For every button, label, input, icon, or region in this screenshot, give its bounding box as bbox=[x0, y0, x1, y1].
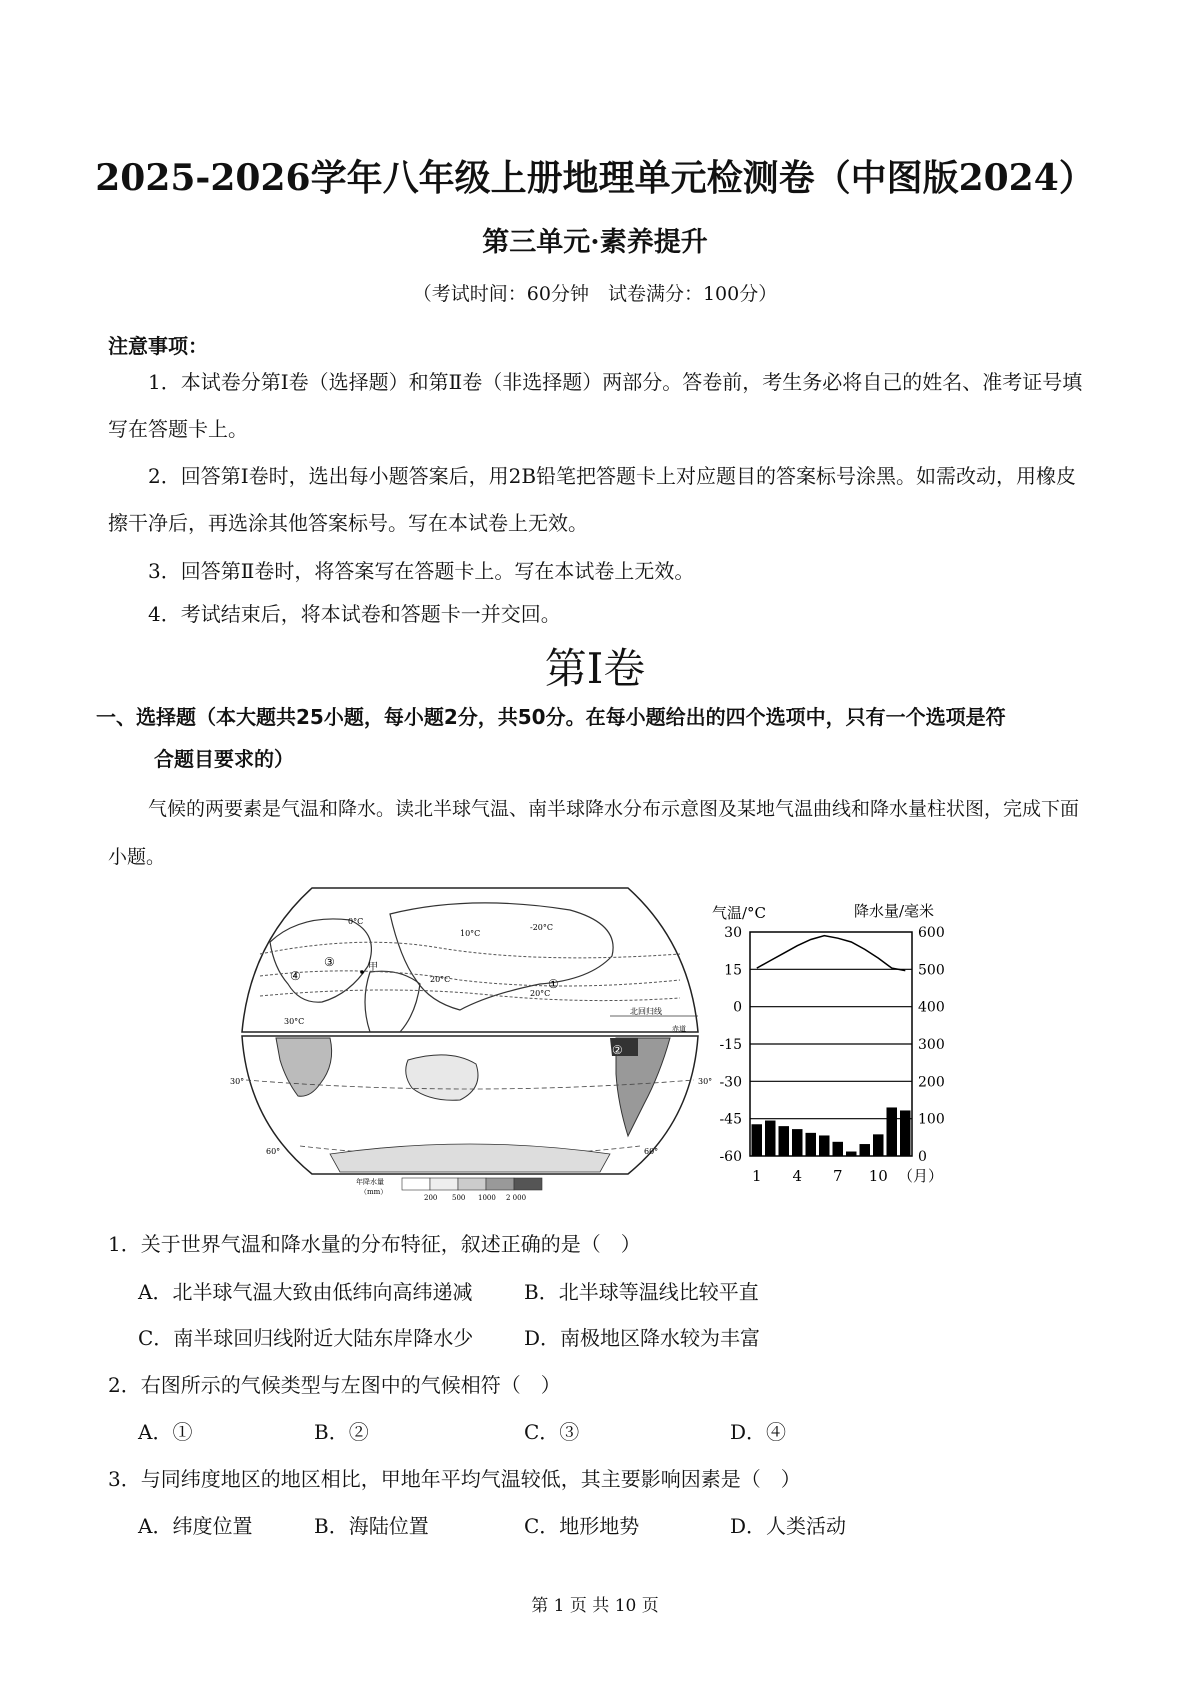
legend-swatch bbox=[458, 1178, 486, 1190]
legend-swatch bbox=[514, 1178, 542, 1190]
precipitation-bar bbox=[833, 1142, 844, 1156]
map-label: 60° bbox=[266, 1147, 281, 1156]
precipitation-bar bbox=[819, 1135, 830, 1156]
y-left-tick: 15 bbox=[724, 962, 742, 979]
note-item-3: 3．回答第Ⅱ卷时，将答案写在答题卡上。写在本试卷上无效。 bbox=[148, 559, 695, 583]
section-heading bbox=[96, 696, 1096, 780]
question-3-option-d: D．人类活动 bbox=[730, 1514, 847, 1538]
question-2-option-c: C．③ bbox=[524, 1420, 580, 1444]
question-3-option-b: B．海陆位置 bbox=[314, 1514, 429, 1538]
question-1-stem: 1．关于世界气温和降水量的分布特征，叙述正确的是（ ） bbox=[108, 1232, 641, 1256]
x-tick: 10 bbox=[868, 1167, 888, 1185]
temperature-curve bbox=[757, 936, 906, 971]
precip-legend bbox=[356, 1177, 542, 1202]
y-right-tick: 100 bbox=[918, 1111, 945, 1128]
precipitation-bars bbox=[752, 1107, 911, 1156]
precipitation-bar bbox=[806, 1133, 817, 1156]
map-label-jia: 甲 bbox=[368, 962, 378, 973]
y-left-tick: -60 bbox=[719, 1149, 742, 1165]
left-axis-ticks bbox=[719, 925, 742, 1165]
y-left-tick: 30 bbox=[724, 925, 742, 941]
question-2-option-b: B．② bbox=[314, 1420, 369, 1444]
x-tick: 7 bbox=[832, 1167, 843, 1185]
legend-tick: 500 bbox=[452, 1194, 466, 1202]
notes-heading: 注意事项： bbox=[108, 334, 208, 358]
marker-4: ④ bbox=[290, 969, 301, 983]
map-label: 30°C bbox=[284, 1017, 305, 1026]
section-heading-line2: 合题目要求的） bbox=[154, 747, 294, 771]
precipitation-bar bbox=[846, 1152, 857, 1156]
x-tick: 4 bbox=[792, 1167, 803, 1185]
legend-title: 年降水量 bbox=[356, 1178, 384, 1186]
exam-info: （考试时间：60分钟 试卷满分：100分） bbox=[412, 283, 778, 305]
legend-unit: （mm） bbox=[360, 1188, 388, 1196]
exam-subtitle: 第三单元·素养提升 bbox=[482, 227, 708, 258]
y-left-tick: 0 bbox=[733, 999, 742, 1016]
map-label: 赤道 bbox=[672, 1025, 686, 1033]
question-2-stem: 2．右图所示的气候类型与左图中的气候相符（ ） bbox=[108, 1373, 561, 1397]
map-label: 20°C bbox=[430, 975, 451, 984]
precipitation-bar bbox=[873, 1134, 884, 1156]
marker-1: ① bbox=[548, 977, 559, 991]
page-footer: 第 1 页 共 10 页 bbox=[531, 1596, 659, 1616]
legend-swatch bbox=[430, 1178, 458, 1190]
y-right-tick: 600 bbox=[918, 925, 945, 941]
question-intro: 气候的两要素是气温和降水。读北半球气温、南半球降水分布示意图及某地气温曲线和降水量柱状图，完成下面小题。 bbox=[108, 798, 1080, 868]
map-label: 10°C bbox=[460, 929, 481, 938]
question-3-stem: 3．与同纬度地区的地区相比，甲地年平均气温较低，其主要影响因素是（ ） bbox=[108, 1467, 801, 1491]
y-left-label: 气温/°C bbox=[712, 904, 767, 922]
map-label: 北回归线 bbox=[630, 1007, 662, 1016]
note-item-2: 2．回答第Ⅰ卷时，选出每小题答案后，用2B铅笔把答题卡上对应题目的答案标号涂黑。如需改动，用橡皮擦干净后，再选涂其他答案标号。写在本试卷上无效。 bbox=[108, 464, 1077, 535]
gridlines bbox=[750, 969, 912, 1118]
precipitation-bar bbox=[860, 1144, 871, 1156]
exam-title: 2025-2026学年八年级上册地理单元检测卷（中图版2024） bbox=[95, 157, 1095, 199]
precipitation-bar bbox=[900, 1110, 911, 1156]
map-label: 60° bbox=[644, 1147, 659, 1156]
question-3-option-c: C．地形地势 bbox=[524, 1514, 640, 1538]
legend-tick: 1000 bbox=[478, 1194, 496, 1202]
map-label: 30° bbox=[230, 1077, 245, 1086]
y-right-tick: 300 bbox=[918, 1037, 945, 1053]
y-right-label: 降水量/毫米 bbox=[854, 902, 935, 920]
climate-chart bbox=[700, 896, 945, 1196]
world-climate-map bbox=[230, 884, 713, 1204]
precipitation-bar bbox=[752, 1124, 763, 1156]
precipitation-bar bbox=[887, 1107, 898, 1156]
x-axis-ticks bbox=[752, 1167, 888, 1185]
right-axis-ticks bbox=[918, 925, 945, 1165]
precipitation-bar bbox=[792, 1129, 803, 1156]
legend-tick: 200 bbox=[424, 1194, 438, 1202]
y-left-tick: -30 bbox=[719, 1074, 742, 1091]
precipitation-bar bbox=[765, 1121, 776, 1156]
y-right-tick: 500 bbox=[918, 962, 945, 979]
location-dot bbox=[360, 970, 364, 974]
legend-swatch bbox=[486, 1178, 514, 1190]
question-2-option-d: D．④ bbox=[730, 1420, 787, 1444]
question-2-option-a: A．① bbox=[138, 1420, 193, 1444]
map-label: 30° bbox=[698, 1077, 713, 1086]
y-left-tick: -45 bbox=[719, 1111, 742, 1128]
y-right-tick: 400 bbox=[918, 999, 945, 1016]
note-item-1: 1．本试卷分第Ⅰ卷（选择题）和第Ⅱ卷（非选择题）两部分。答卷前，考生务必将自己的姓名、准考证号填写在答题卡上。 bbox=[108, 370, 1083, 441]
question-1-option-b: B．北半球等温线比较平直 bbox=[524, 1280, 759, 1304]
x-unit-label: （月） bbox=[898, 1167, 944, 1185]
note-item-4: 4．考试结束后，将本试卷和答题卡一并交回。 bbox=[148, 602, 561, 626]
map-label: 20°C bbox=[530, 989, 551, 998]
question-1-option-a: A．北半球气温大致由低纬向高纬递减 bbox=[138, 1280, 473, 1304]
volume-title: 第Ⅰ卷 bbox=[544, 644, 646, 693]
marker-3: ③ bbox=[324, 955, 335, 969]
y-right-tick: 0 bbox=[918, 1149, 927, 1165]
x-tick: 1 bbox=[751, 1167, 762, 1185]
section-heading-line1: 一、选择题（本大题共25小题，每小题2分，共50分。在每小题给出的四个选项中，只有一个选项是符 bbox=[96, 705, 1006, 729]
marker-2: ② bbox=[612, 1043, 623, 1057]
y-left-tick: -15 bbox=[719, 1037, 742, 1053]
question-1-option-d: D．南极地区降水较为丰富 bbox=[524, 1326, 761, 1350]
y-right-tick: 200 bbox=[918, 1074, 945, 1091]
legend-tick: 2 000 bbox=[506, 1194, 527, 1202]
map-label: 0°C bbox=[348, 917, 364, 926]
legend-swatch bbox=[402, 1178, 430, 1190]
precipitation-bar bbox=[779, 1126, 790, 1156]
question-1-option-c: C．南半球回归线附近大陆东岸降水少 bbox=[138, 1326, 474, 1350]
map-label: -20°C bbox=[530, 923, 554, 932]
question-3-option-a: A．纬度位置 bbox=[138, 1514, 253, 1538]
